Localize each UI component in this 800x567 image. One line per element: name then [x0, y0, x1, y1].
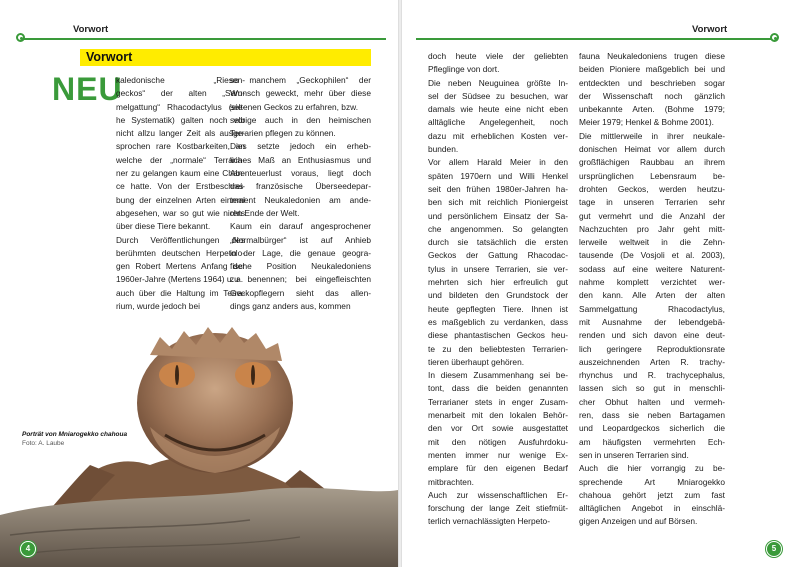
text-line: ner zu gelangen kaum eine Chan-: [116, 168, 245, 179]
text-line: Die neben Neuguinea größte In-: [428, 77, 568, 88]
text-line: ursprünglichen Lebensraum be-: [579, 170, 725, 181]
text-line: menten immer nur wenige Ex-: [428, 449, 568, 460]
left-column-2: [230, 74, 371, 313]
text-line: forschung der lange Zeit stiefmüt-: [428, 503, 568, 514]
bullet-ring-icon: [770, 33, 779, 42]
text-line: sprochen rare Kostbarkeiten, an: [116, 141, 245, 152]
text-line: am häufigsten vermehrten Ech-: [579, 436, 725, 447]
text-line: che angenommen. So gelangten: [428, 223, 568, 234]
text-line: späten 1970ern und Willi Henkel: [428, 170, 568, 181]
text-line: melgattung“ Rhacodactylus (sie-: [116, 101, 245, 112]
text-line: Sammelgattung Rhacodactylus,: [579, 303, 725, 314]
text-line: mehrten sich hier erfreulich gut: [428, 277, 568, 288]
text-line: welche der „normale“ Terraria-: [116, 154, 245, 165]
text-line: ce hatte. Von der Erstbeschrei-: [116, 181, 245, 192]
text-line: bunden.: [428, 144, 459, 155]
text-line: tement Neukaledonien am ande-: [230, 194, 371, 205]
text-line: mit Ausnahme der lebendgebä-: [579, 316, 725, 327]
text-line: seit den frühen 1980er-Jahren ha-: [428, 183, 568, 194]
text-line: nicht allzu langer Zeit als ausge-: [116, 128, 245, 139]
text-line: und bildeten den Grundstock der: [428, 290, 568, 301]
text-line: zu benennen; bei eingefleischten: [230, 274, 371, 285]
left-page: [0, 0, 398, 567]
text-line: lerweile weltweit in die Zehn-: [579, 237, 725, 248]
text-line: In diesem Zusammenhang sei be-: [428, 370, 568, 381]
text-line: donischen Heimat vor allem durch: [579, 144, 725, 155]
text-line: tont, dass die beiden genannten: [428, 383, 568, 394]
text-line: auch über die Haltung im Terra-: [116, 287, 245, 298]
text-line: Auch die hier vorrangig zu be-: [579, 463, 725, 474]
text-line: Durch Veröffentlichungen des: [116, 234, 245, 245]
text-line: tage in unseren Terrarien sehr: [579, 197, 725, 208]
text-line: Geckopflegern sieht das allen-: [230, 287, 371, 298]
text-line: geckos“ der alten „Sam-: [116, 88, 245, 99]
text-line: den vor Ort sowie ausgestattet: [428, 423, 568, 434]
text-line: drohten Geckos, werden heutzu-: [579, 183, 725, 194]
text-line: Wunsch geweckt, mehr über diese: [230, 88, 371, 99]
text-line: seltenen Geckos zu erfahren, bzw.: [230, 101, 359, 112]
photo-caption: [22, 430, 132, 448]
text-line: damals wie heute eine nicht eben: [428, 104, 568, 115]
text-line: diese phantastischen Geckos heu-: [428, 330, 568, 341]
text-line: sprechende Art Mniarogekko: [579, 476, 725, 487]
text-line: Vor allem Harald Meier in den: [428, 157, 568, 168]
text-line: Nachzuchten pro Jahr geht mitt-: [579, 223, 725, 234]
text-line: 1960er-Jahre (Mertens 1964) u. a.: [116, 274, 244, 285]
caption-credit: Foto: A. Laube: [22, 440, 65, 447]
text-line: Meier 1979; Henkel & Bohme 2001).: [579, 117, 714, 128]
text-line: Die mittlerweile in ihrer neukale-: [579, 130, 725, 141]
text-line: sel der Südsee zu besuchen, war: [428, 90, 568, 101]
text-line: dazu mit erheblichen Kosten ver-: [428, 130, 568, 141]
text-line: der Wissenschaft noch gänzlich: [579, 90, 725, 101]
text-line: berühmten deutschen Herpetolo-: [116, 247, 245, 258]
text-line: doch heute viele der geliebten: [428, 51, 568, 61]
text-line: den kann. Alle Arten der alten: [579, 290, 725, 301]
text-line: he Systematik) galten noch vor: [116, 114, 245, 125]
page-number-left: 4: [20, 541, 36, 557]
text-line: abgesehen, war so gut wie nichts: [116, 207, 245, 218]
header-rule: [24, 38, 386, 40]
text-line: emplare für den eigenen Bedarf: [428, 463, 568, 474]
text-line: „Normalbürger“ ist auf Anhieb: [230, 234, 371, 245]
text-line: terlich vernachlässigten Herpeto-: [428, 516, 550, 527]
text-line: heute gepflegten Tiere. Ihnen ist: [428, 303, 568, 314]
text-line: es maßgeblich zu verdanken, dass: [428, 316, 568, 327]
text-line: so manchem „Geckophilen“ der: [230, 75, 371, 85]
text-line: entdeckten und beschrieben sogar: [579, 77, 725, 88]
text-line: gut vermehrt und die Anzahl der: [579, 210, 725, 221]
text-line: mitbrachten.: [428, 476, 474, 487]
chapter-title: Vorwort: [80, 49, 371, 66]
text-line: Auch zur wissenschaftlichen Er-: [428, 489, 568, 500]
text-line: sodass auf eine weitere Naturent-: [579, 263, 725, 274]
text-line: chahoua gehört jetzt zum fast: [579, 489, 725, 500]
caption-title: Porträt von Mniarogekko chahoua: [22, 431, 128, 438]
text-line: rium, wurde jedoch bei: [116, 301, 200, 312]
text-line: auszeichnenden Arten R. trachy-: [579, 356, 725, 367]
text-line: menarbeit mit den lokalen Behör-: [428, 410, 568, 421]
text-line: tieren überhaupt gehören.: [428, 356, 525, 367]
text-line: Kaum ein darauf angesprochener: [230, 221, 371, 232]
text-line: rhynchus und R. trachycephalus,: [579, 370, 725, 381]
text-line: kaledonische „Riesen-: [116, 75, 245, 85]
text-line: Dies setzte jedoch ein erheb-: [230, 141, 371, 152]
text-line: te zu den beliebtesten Terrarien-: [428, 343, 568, 354]
text-line: renden und sich davon eine deut-: [579, 330, 725, 341]
text-line: alltäglichen Angebot in einschlä-: [579, 503, 725, 514]
text-line: Abenteuerlust voraus, liegt doch: [230, 168, 371, 179]
text-line: cher Obhut halten und vermeh-: [579, 396, 725, 407]
text-line: mit den nötigen Ausfuhrdoku-: [428, 436, 568, 447]
text-line: das französische Überseedepar-: [230, 181, 371, 192]
text-line: großflächigen Raubbau an ihrem: [579, 157, 725, 168]
header-rule: [416, 38, 774, 40]
text-line: Terrarien pflegen zu können.: [230, 128, 336, 139]
text-line: gen Robert Mertens Anfang der: [116, 261, 245, 272]
text-line: gigen Anzeigen und auf Börsen.: [579, 516, 698, 527]
text-line: ben sich mit reichlich Pioniergeist: [428, 197, 568, 208]
text-line: und persönlichem Einsatz der Sa-: [428, 210, 568, 221]
right-page: [402, 0, 800, 567]
text-line: ren Ende der Welt.: [230, 207, 300, 218]
text-line: tausende (De Vosjoli et al. 2003),: [579, 250, 725, 261]
text-line: unbekannte Arten. (Bohme 1979;: [579, 104, 725, 115]
text-line: über diese Tiere bekannt.: [116, 221, 211, 232]
text-line: selbige auch in den heimischen: [230, 114, 371, 125]
left-column-1: [116, 74, 245, 313]
running-head-left: Vorwort: [73, 24, 109, 35]
text-line: lich geringere Reproduktionsrate: [579, 343, 725, 354]
text-line: sen in unseren Terrarien sind.: [579, 449, 689, 460]
text-line: in der Lage, die genaue geogra-: [230, 247, 371, 258]
text-line: nahme komplett verzichtet wer-: [579, 277, 725, 288]
text-line: lassen sich so gut in menschli-: [579, 383, 725, 394]
drop-cap: NEU: [52, 71, 123, 107]
text-line: Terrarianer stets in enger Zusam-: [428, 396, 568, 407]
text-line: fische Position Neukaledoniens: [230, 261, 371, 272]
text-line: beiden Pioniere maßgeblich bei und: [579, 64, 725, 75]
text-line: tylus in unsere Terrarien, sie ver-: [428, 263, 568, 274]
page-number-right: 5: [766, 541, 782, 557]
text-line: bung der einzelnen Arten einmal: [116, 194, 245, 205]
text-line: durch sie tatsächlich die ersten: [428, 237, 568, 248]
text-line: alltägliche Angelegenheit, noch: [428, 117, 568, 128]
text-line: ren, dass sie neben Bartagamen: [579, 410, 725, 421]
right-column-1: [428, 50, 568, 529]
text-line: Pfleglinge von dort.: [428, 64, 500, 75]
text-line: dings ganz anders aus, kommen: [230, 301, 351, 312]
right-column-2: [579, 50, 725, 529]
text-line: liches Maß an Enthusiasmus und: [230, 154, 371, 165]
text-line: fauna Neukaledoniens trugen diese: [579, 51, 725, 61]
running-head-right: Vorwort: [692, 24, 728, 35]
text-line: Geckos der Gattung Rhacodac-: [428, 250, 568, 261]
text-line: und Leopardgeckos sicherlich die: [579, 423, 725, 434]
